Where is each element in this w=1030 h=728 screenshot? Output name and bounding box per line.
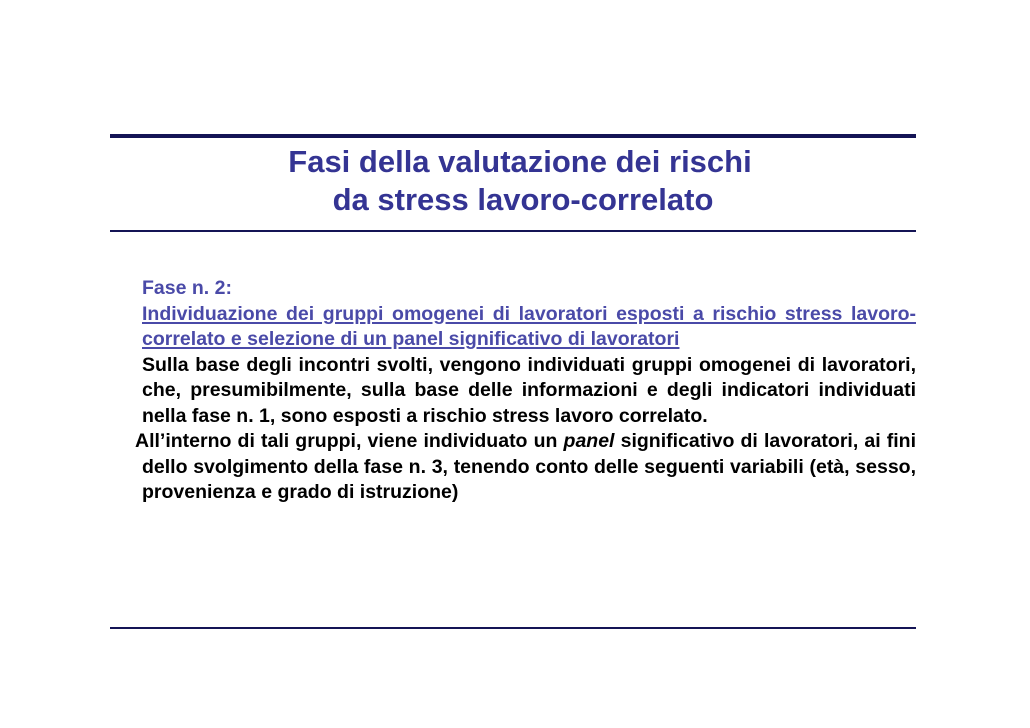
title-line-1: Fasi della valutazione dei rischi <box>288 144 752 179</box>
panel-term: panel <box>563 430 615 452</box>
slide-body <box>135 276 916 506</box>
paragraph-2-rest: significativo di lavoratori, ai fini dello svolgimento della fase n. 3, tenendo conto delle seguenti variabili (età, sesso, provenienza e grado di istruzione) <box>142 430 916 503</box>
bottom-rule <box>110 627 916 629</box>
phase-label: Fase n. 2: <box>142 277 232 299</box>
title-line-2: da stress lavoro-correlato <box>332 182 714 217</box>
body-paragraph-2 <box>135 429 916 506</box>
top-rule <box>110 134 916 138</box>
slide-title <box>110 143 916 219</box>
paragraph-2-lead: All’interno di tali gruppi, viene individuato un <box>135 430 564 452</box>
title-divider <box>110 230 916 232</box>
body-paragraph-1: Sulla base degli incontri svolti, vengono individuati gruppi omogenei di lavoratori, che, presumibilmente, sulla base delle informazioni e degli indicatori individuati nella fase n. 1, sono esposti a rischio stress lavoro correlato. <box>142 353 916 427</box>
phase-title: Individuazione dei gruppi omogenei di lavoratori esposti a rischio stress lavoro-correlato e selezione di un panel significativo di lavoratori <box>142 302 916 350</box>
